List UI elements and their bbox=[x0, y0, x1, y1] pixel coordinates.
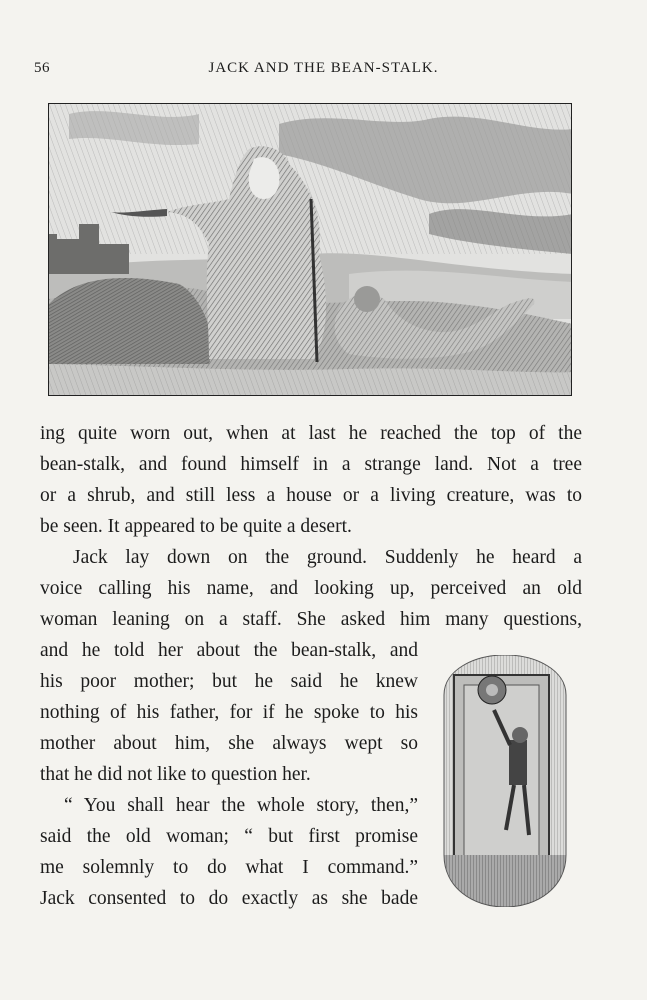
running-title: JACK AND THE BEAN-STALK. bbox=[208, 60, 439, 76]
text-line: said the old woman; “ but first promise bbox=[40, 826, 418, 847]
page-number: 56 bbox=[34, 60, 50, 76]
text-line: “ You shall hear the whole story, then,” bbox=[64, 795, 418, 816]
vignette-jack-at-door bbox=[434, 655, 576, 907]
vignette-drawing bbox=[434, 655, 576, 907]
engraving-old-woman-and-jack bbox=[48, 103, 572, 396]
text-line: bean-stalk, and found himself in a strange land. Not a tree bbox=[40, 454, 582, 475]
text-line: woman leaning on a staff. She asked him many questions, bbox=[40, 609, 582, 630]
text-line: be seen. It appeared to be quite a desert. bbox=[40, 516, 352, 537]
text-line: ing quite worn out, when at last he reached the top of the bbox=[40, 423, 582, 444]
text-line: or a shrub, and still less a house or a living creature, was to bbox=[40, 485, 582, 506]
text-line: me solemnly to do what I command.” bbox=[40, 857, 418, 878]
engraving-drawing bbox=[49, 104, 572, 396]
text-line: and he told her about the bean-stalk, and bbox=[40, 640, 418, 661]
text-line: voice calling his name, and looking up, perceived an old bbox=[40, 578, 582, 599]
text-line: Jack consented to do exactly as she bade bbox=[40, 888, 418, 909]
text-line: his poor mother; but he said he knew bbox=[40, 671, 418, 692]
text-line: nothing of his father, for if he spoke to his bbox=[40, 702, 418, 723]
text-line: that he did not like to question her. bbox=[40, 764, 311, 785]
text-line: Jack lay down on the ground. Suddenly he heard a bbox=[73, 547, 582, 568]
text-line: mother about him, she always wept so bbox=[40, 733, 418, 754]
